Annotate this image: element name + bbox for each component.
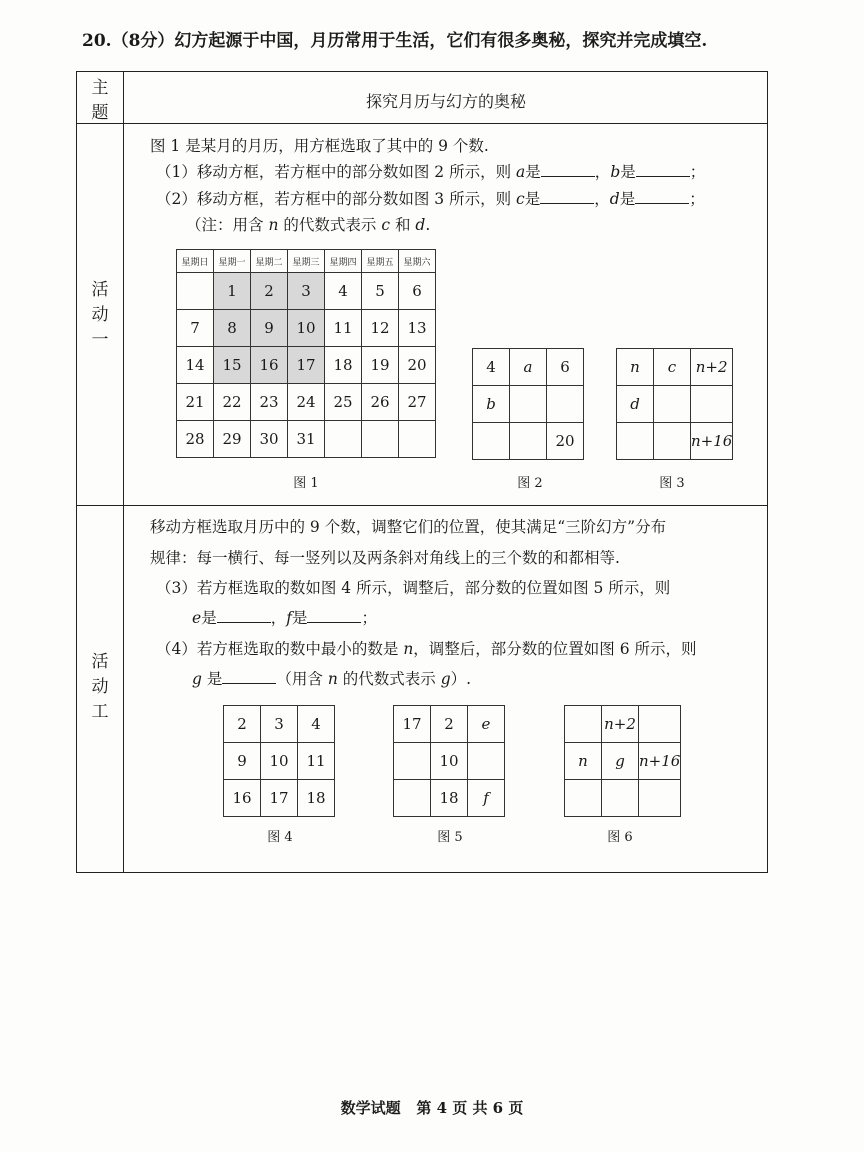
calendar-weekday-header: 星期六 bbox=[399, 250, 436, 273]
calendar-day-cell: 23 bbox=[251, 384, 288, 421]
calendar-weekday-header: 星期五 bbox=[362, 250, 399, 273]
fig2-cell bbox=[510, 423, 547, 460]
fig4-cell: 3 bbox=[261, 706, 298, 743]
column-divider bbox=[123, 72, 124, 872]
calendar-day-cell bbox=[362, 421, 399, 458]
answer-blank-f[interactable] bbox=[307, 608, 361, 623]
fig3-cell: n bbox=[617, 349, 654, 386]
calendar-day-cell: 25 bbox=[325, 384, 362, 421]
fig4-cell: 18 bbox=[298, 780, 335, 817]
calendar-day-cell: 6 bbox=[399, 273, 436, 310]
calendar-day-cell: 14 bbox=[177, 347, 214, 384]
fig2-cell: 4 bbox=[473, 349, 510, 386]
fig4-cell: 10 bbox=[261, 743, 298, 780]
calendar-day-cell: 29 bbox=[214, 421, 251, 458]
answer-blank-e[interactable] bbox=[217, 608, 271, 623]
fig6-cell: n bbox=[565, 743, 602, 780]
fig4-cell: 9 bbox=[224, 743, 261, 780]
figure5-caption: 图 5 bbox=[437, 830, 463, 845]
calendar-day-cell bbox=[325, 421, 362, 458]
calendar-day-cell: 18 bbox=[325, 347, 362, 384]
fig5-cell: 10 bbox=[431, 743, 468, 780]
calendar-figure1 bbox=[176, 249, 436, 458]
fig2-cell: 20 bbox=[547, 423, 584, 460]
calendar-week-row bbox=[177, 273, 436, 310]
calendar-day-cell-selected: 3 bbox=[288, 273, 325, 310]
calendar-day-cell: 20 bbox=[399, 347, 436, 384]
question-text: 幻方起源于中国，月历常用于生活，它们有很多奥秘，探究并完成填空. bbox=[174, 31, 708, 51]
fig4-cell: 2 bbox=[224, 706, 261, 743]
fig5-cell bbox=[468, 743, 505, 780]
activity2-intro-2: 规律：每一横行、每一竖列以及两条斜对角线上的三个数的和都相等. bbox=[150, 549, 620, 567]
fig6-cell: g bbox=[602, 743, 639, 780]
figure4-grid bbox=[223, 705, 335, 817]
fig3-cell: n+16 bbox=[691, 423, 733, 460]
figure3-caption: 图 3 bbox=[659, 476, 685, 491]
fig5-cell: f bbox=[468, 780, 505, 817]
calendar-day-cell-selected: 1 bbox=[214, 273, 251, 310]
fig5-cell: 17 bbox=[394, 706, 431, 743]
calendar-day-cell-selected: 8 bbox=[214, 310, 251, 347]
fig2-cell: b bbox=[473, 386, 510, 423]
fig6-cell bbox=[639, 780, 681, 817]
fig6-row bbox=[565, 706, 681, 743]
calendar-weekday-header: 星期四 bbox=[325, 250, 362, 273]
fig3-cell bbox=[691, 386, 733, 423]
fig5-row bbox=[394, 743, 505, 780]
question-score: （8分） bbox=[111, 31, 175, 51]
calendar-day-cell: 31 bbox=[288, 421, 325, 458]
row-divider-activity bbox=[77, 505, 767, 506]
figure6-caption: 图 6 bbox=[607, 830, 633, 845]
fig4-cell: 17 bbox=[261, 780, 298, 817]
calendar-day-cell-selected: 2 bbox=[251, 273, 288, 310]
fig5-cell: e bbox=[468, 706, 505, 743]
fig2-row bbox=[473, 423, 584, 460]
figure6-grid bbox=[564, 705, 681, 817]
fig2-cell bbox=[473, 423, 510, 460]
fig5-row bbox=[394, 780, 505, 817]
fig5-cell: 18 bbox=[431, 780, 468, 817]
calendar-day-cell: 30 bbox=[251, 421, 288, 458]
fig2-cell bbox=[510, 386, 547, 423]
fig6-cell: n+2 bbox=[602, 706, 639, 743]
page-footer bbox=[0, 1097, 864, 1118]
theme-label: 主 题 bbox=[91, 78, 109, 123]
activity1-question1: （1）移动方框，若方框中的部分数如图 2 所示，则 a是 ，b是 ； bbox=[156, 163, 706, 181]
figure2-grid bbox=[472, 348, 584, 460]
activity2-question3-line1: （3）若方框选取的数如图 4 所示，调整后，部分数的位置如图 5 所示，则 bbox=[156, 579, 671, 597]
fig4-cell: 16 bbox=[224, 780, 261, 817]
activity2-question4-line2: g 是 （用含 n 的代数式表示 g）. bbox=[192, 670, 472, 688]
figure5-grid bbox=[393, 705, 505, 817]
calendar-day-cell: 7 bbox=[177, 310, 214, 347]
footer-subject: 数学试题 bbox=[340, 1099, 401, 1117]
fig2-cell: 6 bbox=[547, 349, 584, 386]
activity1-label: 活 动 一 bbox=[91, 280, 109, 350]
figure4-caption: 图 4 bbox=[267, 830, 293, 845]
calendar-day-cell-selected: 10 bbox=[288, 310, 325, 347]
fig3-cell: n+2 bbox=[691, 349, 733, 386]
activity2-question4-line1: （4）若方框选取的数中最小的数是 n，调整后，部分数的位置如图 6 所示，则 bbox=[156, 640, 697, 658]
fig3-row bbox=[617, 386, 733, 423]
fig6-cell: n+16 bbox=[639, 743, 681, 780]
activity1-intro: 图 1 是某月的月历，用方框选取了其中的 9 个数. bbox=[150, 137, 489, 155]
fig6-cell bbox=[565, 706, 602, 743]
fig2-cell: a bbox=[510, 349, 547, 386]
fig4-cell: 11 bbox=[298, 743, 335, 780]
figure1-caption: 图 1 bbox=[293, 476, 319, 491]
calendar-weekday-header: 星期一 bbox=[214, 250, 251, 273]
fig5-cell: 2 bbox=[431, 706, 468, 743]
calendar-week-row bbox=[177, 421, 436, 458]
activity1-question2: （2）移动方框，若方框中的部分数如图 3 所示，则 c是 ，d是 ； bbox=[156, 190, 705, 208]
calendar-day-cell: 12 bbox=[362, 310, 399, 347]
calendar-day-cell bbox=[177, 273, 214, 310]
activity2-label: 活 动 工 bbox=[91, 652, 109, 722]
calendar-day-cell: 19 bbox=[362, 347, 399, 384]
fig6-cell bbox=[602, 780, 639, 817]
fig2-row bbox=[473, 349, 584, 386]
fig4-row bbox=[224, 706, 335, 743]
figure2-caption: 图 2 bbox=[517, 476, 543, 491]
fig6-cell bbox=[565, 780, 602, 817]
calendar-day-cell: 22 bbox=[214, 384, 251, 421]
calendar-day-cell: 26 bbox=[362, 384, 399, 421]
figure3-grid bbox=[616, 348, 733, 460]
fig3-cell bbox=[654, 386, 691, 423]
fig3-cell: c bbox=[654, 349, 691, 386]
calendar-day-cell: 24 bbox=[288, 384, 325, 421]
fig3-cell bbox=[654, 423, 691, 460]
calendar-header-row bbox=[177, 250, 436, 273]
footer-page: 第 4 页 共 6 页 bbox=[416, 1099, 524, 1117]
activity1-note: （注：用含 n 的代数式表示 c 和 d. bbox=[186, 216, 431, 234]
fig4-row bbox=[224, 743, 335, 780]
calendar-day-cell-selected: 9 bbox=[251, 310, 288, 347]
calendar-day-cell-selected: 15 bbox=[214, 347, 251, 384]
calendar-day-cell-selected: 16 bbox=[251, 347, 288, 384]
row-divider-header bbox=[77, 123, 767, 124]
calendar-day-cell: 27 bbox=[399, 384, 436, 421]
theme-title: 探究月历与幻方的奥秘 bbox=[365, 92, 526, 111]
activity2-intro-1: 移动方框选取月历中的 9 个数，调整它们的位置，使其满足“三阶幻方”分布 bbox=[150, 518, 667, 536]
fig5-cell bbox=[394, 743, 431, 780]
calendar-weekday-header: 星期二 bbox=[251, 250, 288, 273]
fig3-row bbox=[617, 423, 733, 460]
calendar-day-cell-selected: 17 bbox=[288, 347, 325, 384]
calendar-day-cell: 11 bbox=[325, 310, 362, 347]
fig4-cell: 4 bbox=[298, 706, 335, 743]
fig5-cell bbox=[394, 780, 431, 817]
calendar-day-cell: 4 bbox=[325, 273, 362, 310]
calendar-week-row bbox=[177, 384, 436, 421]
fig6-row bbox=[565, 743, 681, 780]
fig3-cell: d bbox=[617, 386, 654, 423]
question-title bbox=[82, 26, 707, 51]
answer-blank-c[interactable] bbox=[540, 189, 594, 204]
answer-blank-d[interactable] bbox=[635, 189, 689, 204]
calendar-day-cell: 13 bbox=[399, 310, 436, 347]
calendar-weekday-header: 星期三 bbox=[288, 250, 325, 273]
activity2-question3-line2: e是 ，f是 ； bbox=[192, 609, 377, 627]
fig4-row bbox=[224, 780, 335, 817]
fig5-row bbox=[394, 706, 505, 743]
fig2-row bbox=[473, 386, 584, 423]
calendar-day-cell: 28 bbox=[177, 421, 214, 458]
fig2-cell bbox=[547, 386, 584, 423]
fig3-row bbox=[617, 349, 733, 386]
calendar-weekday-header: 星期日 bbox=[177, 250, 214, 273]
calendar-week-row bbox=[177, 347, 436, 384]
fig6-cell bbox=[639, 706, 681, 743]
answer-blank-b[interactable] bbox=[636, 162, 690, 177]
calendar-day-cell: 21 bbox=[177, 384, 214, 421]
answer-blank-g[interactable] bbox=[222, 669, 276, 684]
calendar-day-cell bbox=[399, 421, 436, 458]
calendar-week-row bbox=[177, 310, 436, 347]
answer-blank-a[interactable] bbox=[541, 162, 595, 177]
calendar-day-cell: 5 bbox=[362, 273, 399, 310]
fig6-row bbox=[565, 780, 681, 817]
question-number: 20. bbox=[82, 31, 112, 51]
fig3-cell bbox=[617, 423, 654, 460]
